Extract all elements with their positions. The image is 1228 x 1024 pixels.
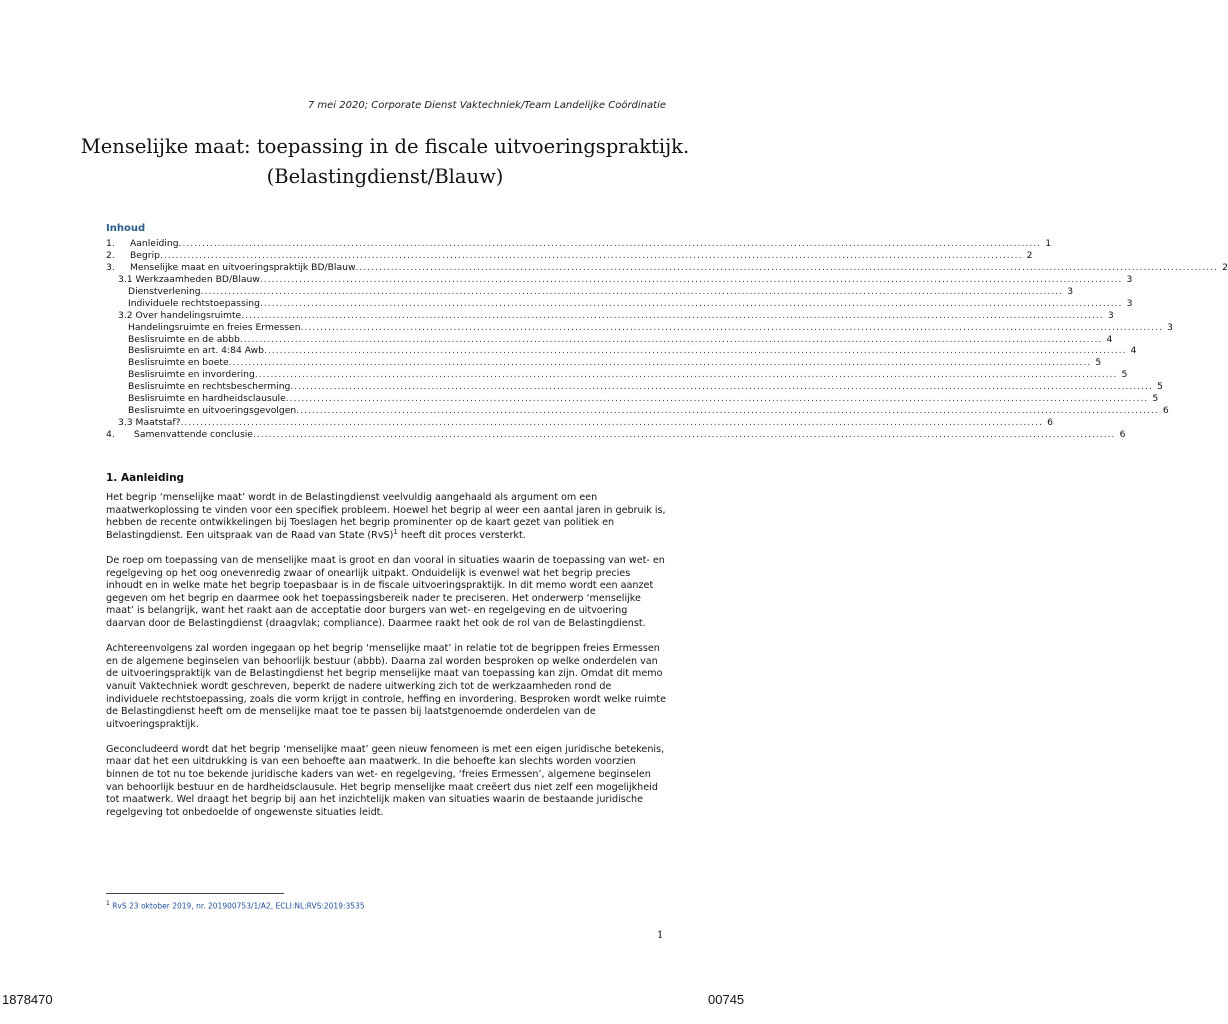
toc-entry[interactable] [106, 285, 1074, 298]
toc-leader-dots: ............................................................................................................................................................................................................................ [252, 429, 1116, 440]
toc-entry-page: 3 [1107, 309, 1114, 321]
toc-entry-page: 2 [1026, 249, 1033, 261]
footnote-link[interactable]: RvS 23 oktober 2019, nr. 201900753/1/A2, ECLI:NL:RVS:2019:3535 [112, 901, 365, 911]
toc-entry-label: 3.2 Over handelingsruimte [118, 309, 242, 321]
toc-entry-label: 3.3 Maatstaf? [118, 417, 181, 429]
document-meta-line: 7 mei 2020; Corporate Dienst Vaktechniek/Team Landelijke Coördinatie [307, 100, 666, 111]
section-heading: 1. Aanleiding [106, 472, 185, 484]
toc-leader-dots: ............................................................................................................................................................................................................................ [290, 381, 1153, 393]
toc-entry-page: 3 [1067, 285, 1074, 297]
toc-leader-dots: ............................................................................................................................................................................................................................ [178, 238, 1042, 249]
toc-leader-dots: ............................................................................................................................................................................................................................ [296, 405, 1159, 417]
toc-entry-number: 4. [106, 429, 115, 440]
title-line-2: (Belastingdienst/Blauw) [266, 165, 504, 188]
toc-entry[interactable] [106, 381, 1163, 393]
toc-entry[interactable] [106, 429, 1126, 441]
toc-entry-page: 5 [1157, 381, 1163, 393]
paragraph: Geconcludeerd wordt dat het begrip ‘menselijke maat’ geen nieuw fenomeen is met een eigen juridische betekenis, maar dat het een uitdrukking is van een behoefte aan maatwerk. In die behoefte kan slechts worden voorzien binnen de tot nu toe bekende juridische kaders van wet- en regelgeving, ‘freies Ermessen’, algemene beginselen van behoorlijk bestuur en de hardheidsclausule. Het begrip menselijke maat creëert dus niet zelf een mogelijkheid tot maatwerk. Wel draagt het begrip bij aan het inzichtelijk maken van situaties waarin de bestaande juridische regelgeving tot onbedoelde of ongewenste situaties leidt. [106, 743, 665, 818]
toc-entry[interactable] [106, 321, 1174, 334]
toc-entry[interactable] [106, 261, 1228, 274]
toc-leader-dots: ............................................................................................................................................................................................................................ [355, 261, 1218, 273]
toc-leader-dots: ............................................................................................................................................................................................................................ [254, 369, 1118, 381]
toc-entry-number: 2. [106, 249, 115, 261]
toc-leader-dots: ............................................................................................................................................................................................................................ [259, 273, 1123, 285]
paragraph-text: Het begrip ‘menselijke maat’ wordt in de Belastingdienst veelvuldig aangehaald als argument om een maatwerkoplossing te vinden voor een specifiek probleem. Hoewel het begrip al weer een aantal jaren in gebruik is, hebben de recente ontwikkelingen bij Toeslagen het begrip prominenter op de kaart gezet van politiek en Belastingdienst. Een uitspraak van de Raad van State (RvS) [106, 492, 666, 541]
toc-leader-dots: ............................................................................................................................................................................................................................ [239, 333, 1103, 345]
toc-entry-page: 6 [1047, 417, 1053, 429]
footnote-separator [106, 893, 284, 894]
toc-entry-label: Beslisruimte en art. 4:84 Awb [128, 345, 264, 357]
toc-entry-label: Beslisruimte en hardheidsclausule [128, 393, 286, 405]
toc-entry[interactable] [106, 249, 1033, 262]
paragraph-text: heeft dit proces versterkt. [397, 529, 526, 541]
toc-entry-label: Menselijke maat en uitvoeringspraktijk BD/Blauw [130, 261, 356, 273]
paragraph: De roep om toepassing van de menselijke maat is groot en dan vooral in situaties waarin de toepassing van wet- en regelgeving op het oog onevenredig zwaar of onearlijk uitpakt. Onduidelijk is evenwel wat het begrip precies inhoudt en in welke mate het begrip toepasbaar is in de fiscale uitvoeringspraktijk. In dit memo wordt een aanzet gegeven om het begrip en daarmee ook het toepassingsbereik nader te preciseren. Het onderwerp ‘menselijke maat’ is belangrijk, want het raakt aan de acceptatie door burgers van wet- en regelgeving en de uitvoering daarvan door de Belastingdienst (draagvlak; compliance). Daarmee raakt het ook de rol van de Belastingdienst. [106, 554, 665, 629]
toc-entry[interactable] [106, 369, 1128, 381]
toc-entry[interactable] [106, 417, 1053, 429]
toc-entry[interactable] [106, 333, 1113, 346]
toc-entry[interactable] [106, 238, 1052, 250]
toc-entry-page: 3 [1126, 297, 1133, 309]
toc-entry[interactable] [106, 345, 1137, 357]
toc-entry-label: Beslisruimte en boete [128, 357, 229, 369]
toc-entry[interactable] [106, 393, 1159, 405]
title-line-1: Menselijke maat: toepassing in de fiscale uitvoeringspraktijk. [80, 135, 690, 158]
toc-entry-label: Handelingsruimte en freies Ermessen [128, 321, 301, 333]
toc-leader-dots: ............................................................................................................................................................................................................................ [259, 297, 1123, 309]
toc-heading: Inhoud [106, 223, 146, 234]
toc-entry-number: 1. [106, 238, 115, 249]
toc-entry-page: 2 [1222, 261, 1228, 273]
page-number: 1 [657, 930, 664, 941]
toc-entry-label: Beslisruimte en rechtsbescherming [128, 381, 291, 393]
toc-entry-page: 6 [1162, 405, 1169, 417]
toc-leader-dots: ............................................................................................................................................................................................................................ [241, 309, 1104, 321]
paragraph [106, 492, 666, 542]
toc-leader-dots: ............................................................................................................................................................................................................................ [180, 417, 1043, 429]
toc-leader-dots: ............................................................................................................................................................................................................................ [285, 393, 1149, 405]
toc-entry-label: Beslisruimte en invordering [128, 369, 255, 381]
toc-entry-page: 5 [1095, 357, 1102, 369]
section-body [106, 492, 666, 832]
toc-entry-label: 3.1 Werkzaamheden BD/Blauw [118, 273, 260, 285]
toc-entry-label: Aanleiding [130, 238, 179, 249]
toc-entry-page: 1 [1045, 238, 1052, 249]
toc-entry-label: Dienstverlening [128, 285, 201, 297]
footnote-reference[interactable]: 1 [393, 527, 398, 536]
toc-entry-page: 5 [1152, 393, 1159, 405]
toc-leader-dots: ............................................................................................................................................................................................................................ [159, 249, 1023, 261]
toc-entry[interactable] [106, 309, 1114, 322]
toc-entry[interactable] [106, 357, 1102, 369]
toc-entry[interactable] [106, 297, 1133, 310]
table-of-contents [106, 238, 1228, 441]
toc-entry-page: 3 [1126, 273, 1133, 285]
toc-entry-page: 4 [1106, 333, 1113, 345]
toc-entry[interactable] [106, 273, 1133, 286]
toc-entry-page: 4 [1130, 345, 1137, 357]
toc-entry-label: Individuele rechtstoepassing [128, 297, 260, 309]
toc-entry-number: 3. [106, 261, 115, 273]
document-title [0, 132, 770, 192]
paragraph: Achtereenvolgens zal worden ingegaan op het begrip ‘menselijke maat’ in relatie tot de begrippen freies Ermessen en de algemene beginselen van behoorlijk bestuur (abbb). Daarna zal worden besproken op welke onderdelen van de uitvoeringspraktijk van de Belastingdienst het begrip menselijke maat van toepassing kan zijn. Omdat dit memo vanuit Vaktechniek wordt geschreven, beperkt de nadere uitwerking zich tot de werkzaamheden rond de individuele rechtstoepassing, zoals die vorm krijgt in controle, heffing en invordering. Besproken wordt welke ruimte de Belastingdienst heeft om de menselijke maat toe te passen bij laatstgenoemde onderdelen van de uitvoeringspraktijk. [106, 643, 666, 730]
toc-entry-label: Samenvattende conclusie [134, 429, 253, 440]
toc-leader-dots: ............................................................................................................................................................................................................................ [300, 321, 1164, 333]
toc-leader-dots: ............................................................................................................................................................................................................................ [200, 285, 1064, 297]
toc-entry-page: 6 [1119, 429, 1126, 440]
footnote [106, 900, 365, 911]
footnote-mark: 1 [106, 900, 110, 907]
toc-entry-label: Beslisruimte en de abbb [128, 333, 240, 345]
document-stamp-left: 1878470 [2, 992, 53, 1007]
toc-entry-page: 5 [1121, 369, 1128, 381]
toc-leader-dots: ............................................................................................................................................................................................................................ [228, 357, 1092, 369]
toc-entry-page: 3 [1167, 321, 1174, 333]
toc-leader-dots: ............................................................................................................................................................................................................................ [263, 345, 1127, 357]
toc-entry-label: Beslisruimte en uitvoeringsgevolgen [128, 405, 297, 417]
document-stamp-right: 00745 [708, 992, 745, 1007]
toc-entry-label: Begrip [130, 249, 160, 261]
toc-entry[interactable] [106, 405, 1169, 417]
